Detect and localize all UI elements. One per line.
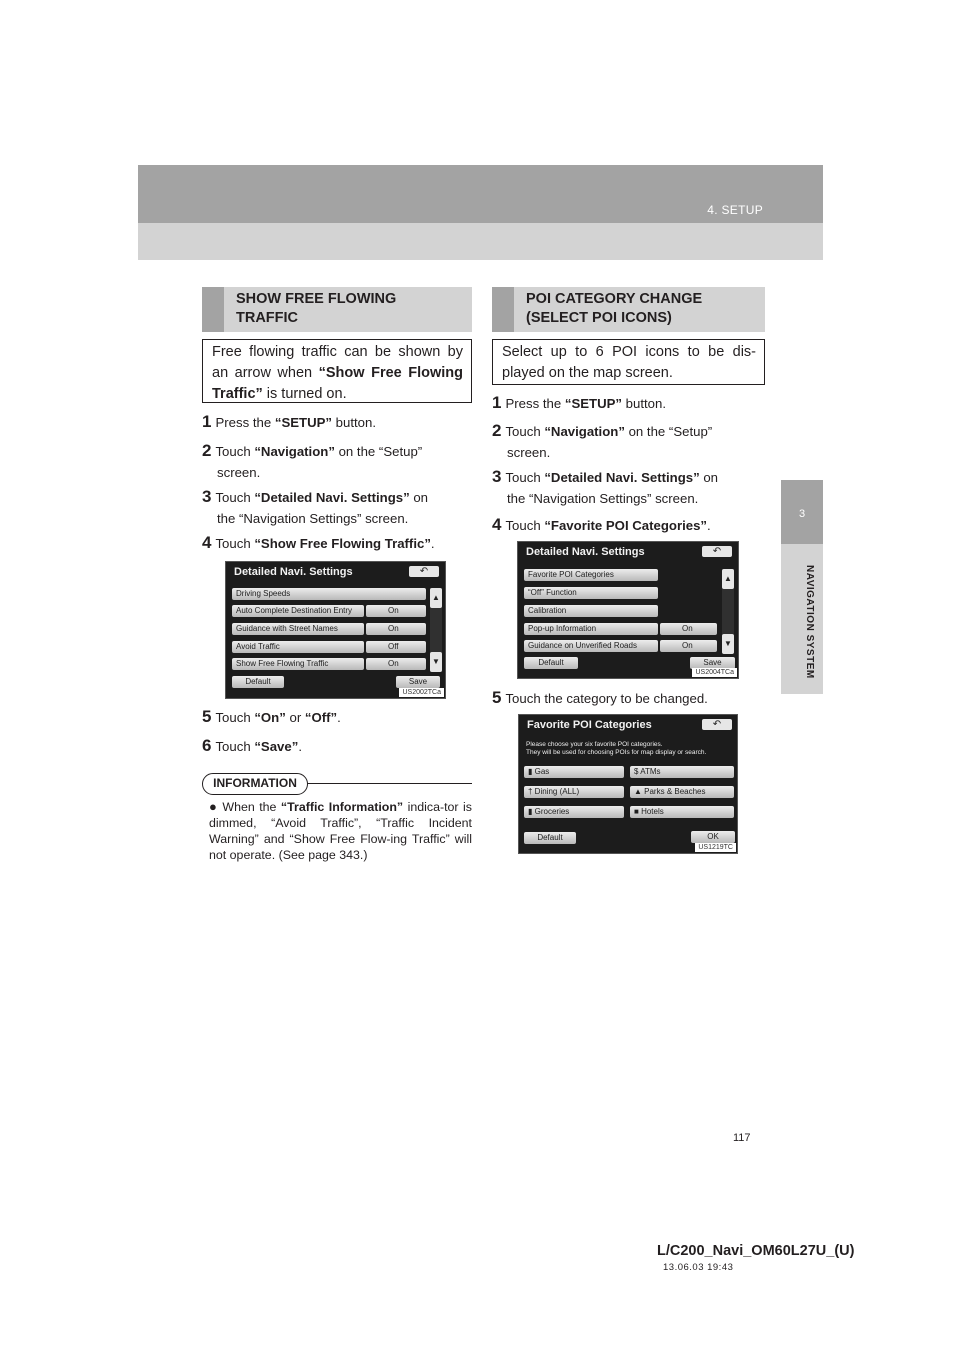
step-text: Touch [215, 444, 255, 459]
screenshot-favorite-poi-categories [518, 714, 738, 854]
step-bold: “Navigation” [254, 444, 335, 459]
section-intro-box [202, 339, 472, 403]
chapter-tab-label: NAVIGATION SYSTEM [804, 565, 815, 679]
scroll-up-icon[interactable]: ▲ [430, 588, 442, 608]
ok-button[interactable]: OK [691, 831, 735, 843]
step-2 [492, 420, 767, 463]
intro-text-end: is turned on. [262, 386, 347, 402]
scroll-down-icon[interactable]: ▼ [430, 652, 442, 672]
step-text-end: on [699, 470, 719, 485]
category-dining[interactable]: † Dining (ALL) [524, 786, 624, 798]
step-number: 1 [492, 393, 502, 412]
screen-row-calibration[interactable]: Calibration [524, 605, 658, 617]
category-hotels[interactable]: ■ Hotels [630, 806, 734, 818]
step-text-mid: or [285, 710, 305, 725]
step-bold: “Show Free Flowing Traffic” [254, 536, 431, 551]
scroll-up-icon[interactable]: ▲ [722, 569, 734, 589]
intro-text: Free flowing traffic can be shown by an arrow when [212, 344, 463, 381]
section-title: SHOW FREE FLOWING TRAFFIC [236, 291, 397, 326]
save-button[interactable]: Save [396, 676, 440, 688]
screen-subtitle: They will be used for choosing POIs for map display or search. [526, 749, 707, 756]
step-number: 2 [202, 441, 212, 460]
screen-row-auto-complete[interactable]: Auto Complete Destination Entry [232, 605, 364, 617]
section-title: POI CATEGORY CHANGE (SELECT POI ICONS) [526, 291, 703, 326]
screen-value[interactable]: On [366, 623, 426, 635]
screen-row-street-names[interactable]: Guidance with Street Names [232, 623, 364, 635]
heading-bar [492, 287, 514, 332]
category-groceries[interactable]: ▮ Groceries [524, 806, 624, 818]
step-text-end: button. [332, 415, 376, 430]
info-text-start: When the [222, 800, 281, 814]
step-number: 2 [492, 421, 502, 440]
section-label: 4. SETUP [707, 203, 763, 217]
step-text: Press the [215, 415, 275, 430]
screen-value[interactable]: On [366, 658, 426, 670]
step-3 [202, 486, 474, 529]
intro-bold: “Show Free Flowing Traffic” [212, 365, 463, 402]
step-4 [202, 532, 474, 554]
back-arrow-icon[interactable]: ↶ [702, 546, 732, 557]
step-text: Touch [505, 518, 545, 533]
step-text-end: . [707, 518, 711, 533]
step-text: Press the [505, 396, 565, 411]
step-bold: “Off” [304, 710, 338, 725]
step-text-end: on the “Setup” [334, 444, 423, 459]
step-continuation: the “Navigation Settings” screen. [217, 511, 409, 526]
step-number: 1 [202, 412, 212, 431]
screen-row-unverified-roads[interactable]: Guidance on Unverified Roads [524, 640, 658, 652]
back-arrow-icon[interactable]: ↶ [409, 566, 439, 577]
step-bold: “Save” [254, 739, 299, 754]
step-text-end: on the “Setup” [624, 424, 713, 439]
step-4 [492, 514, 767, 536]
screen-value[interactable]: On [660, 640, 717, 652]
section-heading-free-flowing [202, 287, 472, 332]
step-bold: “Detailed Navi. Settings” [544, 470, 700, 485]
step-bold: “SETUP” [564, 396, 622, 411]
image-code: US2002TCa [399, 688, 444, 697]
back-arrow-icon[interactable]: ↶ [702, 719, 732, 730]
page-number: 117 [733, 1132, 751, 1144]
default-button[interactable]: Default [524, 657, 578, 669]
step-text-end: . [337, 710, 341, 725]
screen-row-driving-speeds[interactable]: Driving Speeds [232, 588, 426, 600]
step-text: Touch [215, 490, 255, 505]
step-1 [202, 411, 474, 433]
info-bold: “Traffic Information” [280, 800, 404, 814]
step-5 [202, 706, 474, 728]
heading-bar [202, 287, 224, 332]
section-heading-poi [492, 287, 765, 332]
step-continuation: the “Navigation Settings” screen. [507, 491, 699, 506]
screen-row-free-flowing[interactable]: Show Free Flowing Traffic [232, 658, 364, 670]
screen-title: Detailed Navi. Settings [526, 546, 645, 558]
step-text-end: . [430, 536, 435, 551]
information-label: INFORMATION [202, 773, 308, 795]
screenshot-detailed-navi-settings [225, 561, 446, 699]
category-label: Dining (ALL) [534, 787, 580, 796]
screen-value[interactable]: On [366, 605, 426, 617]
step-bold: “Favorite POI Categories” [544, 518, 708, 533]
step-bold: “SETUP” [274, 415, 332, 430]
step-text-end: button. [622, 396, 666, 411]
step-text-end: . [298, 739, 302, 754]
document-date: 13.06.03 19:43 [663, 1262, 734, 1273]
info-text-end: indica-tor is dimmed, “Avoid Traffic”, “Traffic Incident Warning” and “Show Free Flow-ing Traffic” will not operate. (See page 343.) [209, 800, 472, 862]
category-label: Parks & Beaches [644, 787, 706, 796]
bullet-icon: ● [209, 799, 218, 814]
step-5 [492, 687, 767, 709]
step-number: 5 [492, 688, 502, 707]
screen-title: Detailed Navi. Settings [234, 566, 353, 578]
step-3 [492, 466, 767, 509]
step-text: Touch [215, 536, 255, 551]
screen-row-popup-info[interactable]: Pop-up Information [524, 623, 658, 635]
step-bold: “Detailed Navi. Settings” [254, 490, 410, 505]
step-continuation: screen. [507, 445, 551, 460]
chapter-tab-number: 3 [781, 480, 823, 544]
save-button[interactable]: Save [690, 657, 735, 669]
screen-row-favorite-poi[interactable]: Favorite POI Categories [524, 569, 658, 581]
image-code: US1219TC [695, 843, 736, 852]
step-text: Touch [505, 470, 545, 485]
step-1 [492, 392, 767, 414]
step-text: Touch [215, 739, 255, 754]
step-6 [202, 735, 474, 757]
category-label: Gas [534, 767, 550, 776]
step-number: 5 [202, 707, 212, 726]
screen-title: Favorite POI Categories [527, 719, 652, 731]
step-bold: “Navigation” [544, 424, 625, 439]
information-text [209, 799, 472, 863]
step-number: 4 [492, 515, 502, 534]
image-code: US2004TCa [692, 668, 737, 677]
category-parks[interactable]: ▲ Parks & Beaches [630, 786, 734, 798]
screenshot-detailed-navi-settings-poi [517, 541, 739, 679]
category-gas[interactable]: ▮ Gas [524, 766, 624, 778]
step-number: 6 [202, 736, 212, 755]
step-text: Touch [215, 710, 255, 725]
section-intro-box: Select up to 6 POI icons to be dis-played on the map screen. [492, 339, 765, 385]
category-label: Hotels [641, 807, 664, 816]
step-text: Touch the category to be changed. [505, 691, 708, 706]
screen-row-avoid-traffic[interactable]: Avoid Traffic [232, 641, 364, 653]
screen-subtitle: Please choose your six favorite POI categories. [526, 741, 663, 748]
category-label: Groceries [534, 807, 570, 816]
step-text-end: on [409, 490, 429, 505]
default-button[interactable]: Default [524, 832, 576, 844]
document-id: L/C200_Navi_OM60L27U_(U) [657, 1243, 855, 1259]
screen-row-off-function[interactable]: “Off” Function [524, 587, 658, 599]
step-2 [202, 440, 474, 483]
step-text: Touch [505, 424, 545, 439]
step-number: 3 [202, 487, 212, 506]
screen-value[interactable]: On [660, 623, 717, 635]
default-button[interactable]: Default [232, 676, 284, 688]
category-atms[interactable]: $ ATMs [630, 766, 734, 778]
scroll-down-icon[interactable]: ▼ [722, 634, 734, 654]
step-number: 3 [492, 467, 502, 486]
step-bold: “On” [254, 710, 286, 725]
header-subband [138, 223, 823, 260]
screen-value[interactable]: Off [366, 641, 426, 653]
category-label: ATMs [640, 767, 661, 776]
step-number: 4 [202, 533, 212, 552]
step-continuation: screen. [217, 465, 261, 480]
